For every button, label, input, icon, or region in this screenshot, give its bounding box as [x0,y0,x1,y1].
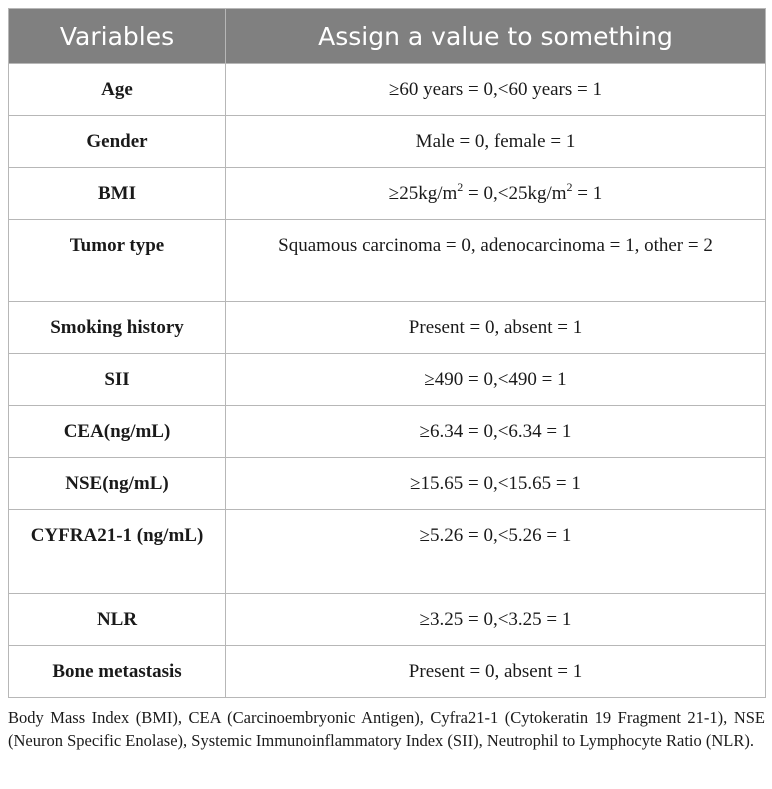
cell-value: Squamous carcinoma = 0, adenocarcinoma = 1, other = 2 [226,220,766,302]
header-variables: Variables [9,9,226,64]
cell-variable: CYFRA21-1 (ng/mL) [9,510,226,594]
cell-value: ≥6.34 = 0,<6.34 = 1 [226,406,766,458]
cell-variable: Smoking history [9,302,226,354]
table-row [9,646,766,698]
bmi-value-part: = 0,<25kg/m [463,183,567,204]
cell-variable: NSE(ng/mL) [9,458,226,510]
cell-value: Male = 0, female = 1 [226,116,766,168]
bmi-value-part: ≥25kg/m [388,183,458,204]
variable-assignment-table-wrapper [8,8,765,698]
table-row [9,458,766,510]
cell-variable: Gender [9,116,226,168]
cell-variable: BMI [9,168,226,220]
cell-value: ≥60 years = 0,<60 years = 1 [226,64,766,116]
cell-value: ≥3.25 = 0,<3.25 = 1 [226,594,766,646]
superscript-two: 2 [457,179,464,194]
cell-value: Present = 0, absent = 1 [226,302,766,354]
cell-value: ≥15.65 = 0,<15.65 = 1 [226,458,766,510]
table-row [9,406,766,458]
table-row [9,64,766,116]
cell-variable: NLR [9,594,226,646]
header-assign-value: Assign a value to something [226,9,766,64]
table-row [9,354,766,406]
cell-variable: Tumor type [9,220,226,302]
table-row [9,220,766,302]
variable-assignment-table [8,8,766,698]
cell-variable: CEA(ng/mL) [9,406,226,458]
bmi-value-part: = 1 [572,183,603,204]
table-header-row [9,9,766,64]
cell-value: Present = 0, absent = 1 [226,646,766,698]
table-row [9,510,766,594]
cell-value: ≥490 = 0,<490 = 1 [226,354,766,406]
superscript-two: 2 [566,179,573,194]
table-row [9,116,766,168]
cell-value: ≥5.26 = 0,<5.26 = 1 [226,510,766,594]
table-row [9,594,766,646]
cell-variable: Age [9,64,226,116]
table-footnote: Body Mass Index (BMI), CEA (Carcinoembryonic Antigen), Cyfra21-1 (Cytokeratin 19 Fragment 21-1), NSE (Neuron Specific Enolase), Systemic Immunoinflammatory Index (SII), Neutrophil to Lymphocyte Ratio (NLR). [8,708,765,750]
table-row [9,168,766,220]
cell-value [226,168,766,220]
table-row [9,302,766,354]
cell-variable: SII [9,354,226,406]
cell-variable: Bone metastasis [9,646,226,698]
